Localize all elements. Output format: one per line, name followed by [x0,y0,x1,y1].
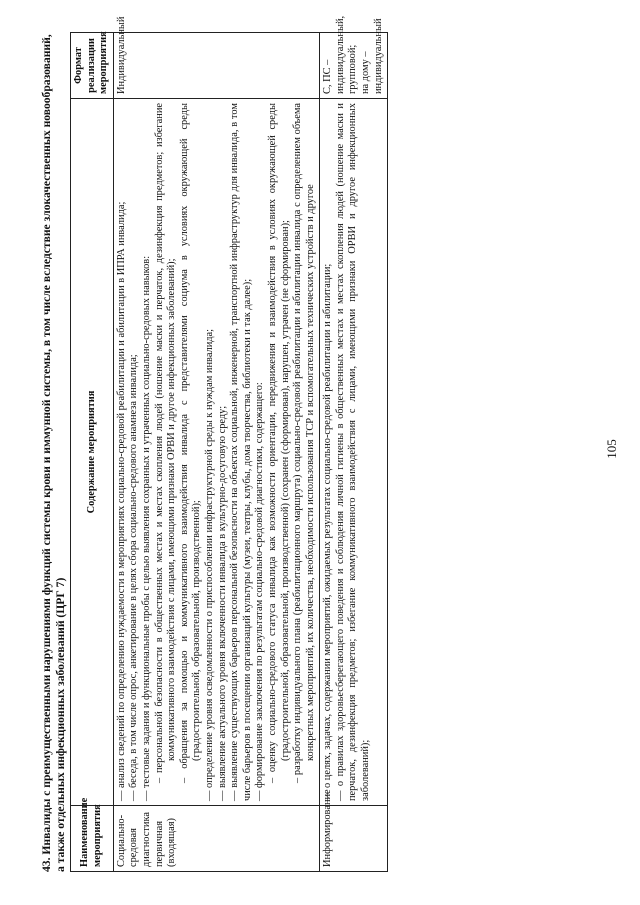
content-line: — выявление существующих барьеров персональной безопасности на объектах социальной, инженерной, транспортной инфраструктур для инвалида, в том числе барьеров в посещении организаций культуры (музеи, театры, клубы, дома творчества, библиотеки и так далее); [229,103,253,801]
content-line: — беседа, в том числе опрос, анкетирование в целях сбора социально-средового анамнеза инвалида; [128,354,140,801]
table-row [113,33,320,872]
content-line: – обращения за помощью и коммуникативного взаимодействия инвалида с представителями социума в условиях окружающей среды (градостроительной, образовательной, производственной); [178,103,203,783]
content-line: — формирование заключения по результатам социально-средовой диагностики, содержащего: [254,382,266,801]
activity-name-cell: Социально-средовая диагностика первичная (входящая) [113,806,320,872]
content-line: — о правилах здоровьесберегающего поведения и соблюдения личной гигиены в общественных местах и местах скопления людей (ношение маски и перчаток, дезинфекция предметов; избегание коммуникативного взаимодействия с лицами, имеющими признаки ОРВИ и другое инфекционных заболеваний); [334,103,372,801]
content-line: — анализ сведений по определению нуждаемости в мероприятиях социально-средовой реабилитации и абилитации в ИПРА инвалида; [115,201,127,801]
activity-format-cell: Индивидуальный [113,33,320,99]
rotated-document-body [40,15,600,872]
header-activity-name: Наименование мероприятия [71,806,114,872]
content-line: — тестовые задания и функциональные пробы с целью выявления сохранных и утраченных социально-средовых навыков: [140,255,152,801]
content-line: – персональной безопасности в общественных местах и местах скопления людей (ношение маски и перчаток, дезинфекция предметов; избегание коммуникативного взаимодействия с лицами, имеющими признаки ОРВИ и другое инфекционных заболеваний); [153,103,178,783]
activity-content-cell [320,99,388,806]
activity-format-cell: С, ПС – индивидуальный, групповой; на дому – индивидуальный [320,33,388,99]
content-line: — определение уровня осведомленности о приспособлении инфраструктурной среды к нуждам инвалида; [203,328,215,801]
section-heading: 43. Инвалиды с преимущественными нарушениями функций системы крови и иммунной системы, в том числе вследствие злокачественных новообразований, а также отдельных инфекционных заболеваний (ЦРГ 7) [40,34,67,872]
table-header-row [71,33,114,872]
header-activity-content: Содержание мероприятия [71,99,114,806]
content-line: — выявление актуального уровня включенности инвалида в культурно-досуговую среду; [216,405,228,801]
content-line: — о целях, задачах, содержании мероприятий, ожидаемых результатах социально-средовой реабилитации и абилитации; [322,263,334,801]
page-number: 105 [604,439,619,459]
activity-content-cell [113,99,320,806]
content-line: – разработку индивидуального плана (реабилитационного маршрута) социально-средовой реабилитации и абилитации инвалида с определением объема конкретных мероприятий, их количества, необходимости использования ТСР и вспомогательных технических устройств и другое [292,103,316,783]
content-line: – оценку социально-средового статуса инвалида как возможности ориентации, передвижения и взаимодействия в условиях окружающей среды (градостроительной, образовательной, производственной) (сохранен (сформирован), нарушен, утрачен (не сформирован); [266,103,291,783]
activities-table [70,15,388,872]
header-activity-format: Формат реализации мероприятия [71,33,114,99]
table-row [320,33,388,872]
activity-name-cell: Информирование [320,806,388,872]
